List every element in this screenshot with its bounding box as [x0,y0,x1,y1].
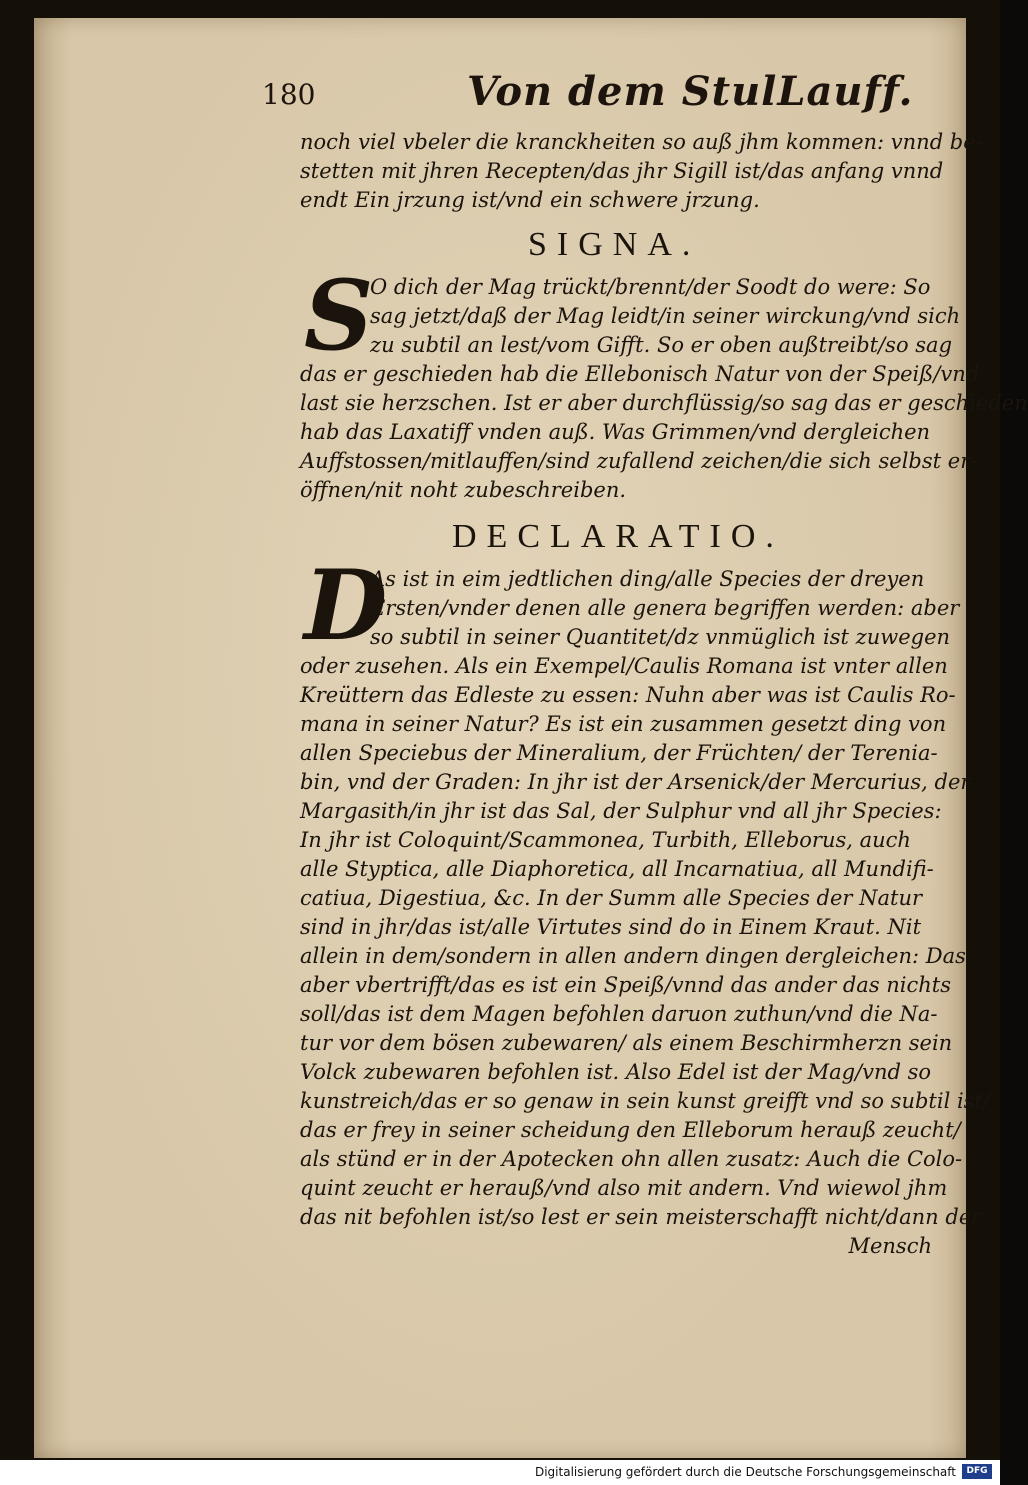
text-line: catiua, Digestiua, &c. In der Summ alle Species der Natur [300,886,923,910]
text-line: öffnen/nit noht zubeschreiben. [300,478,627,502]
signa-paragraph [300,360,1028,505]
text-line: Auffstossen/mitlauffen/sind zufallend zeichen/die sich selbst er- [300,449,978,473]
text-line: last sie herzschen. Ist er aber durchflüssig/so sag das er geschieden [300,391,1028,415]
text-line: As ist in eim jedtlichen ding/alle Species der dreyen [370,567,925,591]
text-line: allen Speciebus der Mineralium, der Früchten/ der Terenia- [300,741,938,765]
signa-heading: SIGNA. [528,226,701,263]
intro-paragraph [300,128,983,215]
text-line: Volck zubewaren befohlen ist. Also Edel ist der Mag/vnd so [300,1060,932,1084]
text-line: allein in dem/sondern in allen andern dingen dergleichen: Das [300,944,966,968]
text-line: quint zeucht er herauß/vnd also mit andern. Vnd wiewol jhm [300,1176,948,1200]
text-line: bin, vnd der Graden: In jhr ist der Arsenick/der Mercurius, der [300,770,971,794]
text-line: hab das Laxatiff vnden auß. Was Grimmen/vnd dergleichen [300,420,931,444]
text-line: das nit befohlen ist/so lest er sein meisterschafft nicht/dann der [300,1205,982,1229]
text-line: aber vbertrifft/das es ist ein Speiß/vnnd das ander das nichts [300,973,952,997]
dfg-logo-icon: DFG [962,1464,992,1479]
text-line: so subtil in seiner Quantitet/dz vnmüglich ist zuwegen [370,625,951,649]
text-line: als stünd er in der Apotecken ohn allen zusatz: Auch die Colo- [300,1147,963,1171]
text-line: soll/das ist dem Magen befohlen daruon zuthun/vnd die Na- [300,1002,938,1026]
declaratio-heading: DECLARATIO. [452,518,784,555]
text-line: sind in jhr/das ist/alle Virtutes sind do in Einem Kraut. Nit [300,915,922,939]
text-line: alle Styptica, alle Diaphoretica, all Incarnatiua, all Mundifi- [300,857,934,881]
text-line: In jhr ist Coloquint/Scammonea, Turbith, Elleborus, auch [300,828,911,852]
text-line: Kreüttern das Edleste zu essen: Nuhn aber was ist Caulis Ro- [300,683,956,707]
text-line: endt Ein jrzung ist/vnd ein schwere jrzung. [300,188,760,212]
text-line: sag jetzt/daß der Mag leidt/in seiner wirckung/vnd sich [370,304,961,328]
footer-bar [0,1460,1000,1485]
text-line: Margasith/in jhr ist das Sal, der Sulphur vnd all jhr Species: [300,799,942,823]
text-line: mana in seiner Natur? Es ist ein zusammen gesetzt ding von [300,712,947,736]
page-number: 180 [262,78,316,111]
signa-indented-lines [370,273,961,360]
text-line: oder zusehen. Als ein Exempel/Caulis Romana ist vnter allen [300,654,948,678]
running-head: Von dem StulLauff. [467,68,914,115]
catchword: Mensch [848,1234,932,1258]
signa-initial: S [304,259,374,372]
text-line: kunstreich/das er so genaw in sein kunst greifft vnd so subtil ist/ [300,1089,990,1113]
text-line: zu subtil an lest/vom Gifft. So er oben außtreibt/so sag [370,333,953,357]
page-header [262,68,962,128]
text-line: das er geschieden hab die Ellebonisch Natur von der Speiß/vnd [300,362,980,386]
funding-credit: Digitalisierung gefördert durch die Deutsche Forschungsgemeinschaft [534,1465,956,1479]
declaratio-initial: D [304,549,388,662]
declaratio-paragraph [300,652,990,1261]
declaratio-indented-lines [370,565,960,652]
text-line: Ersten/vnder denen alle genera begriffen werden: aber [370,596,960,620]
text-line: das er frey in seiner scheidung den Elleborum herauß zeucht/ [300,1118,961,1142]
text-line: stetten mit jhren Recepten/das jhr Sigill ist/das anfang vnnd [300,159,944,183]
text-line: noch viel vbeler die kranckheiten so auß jhm kommen: vnnd be- [300,130,983,154]
text-line: tur vor dem bösen zubewaren/ als einem Beschirmherzn sein [300,1031,953,1055]
text-line: O dich der Mag trückt/brennt/der Soodt do were: So [370,275,931,299]
